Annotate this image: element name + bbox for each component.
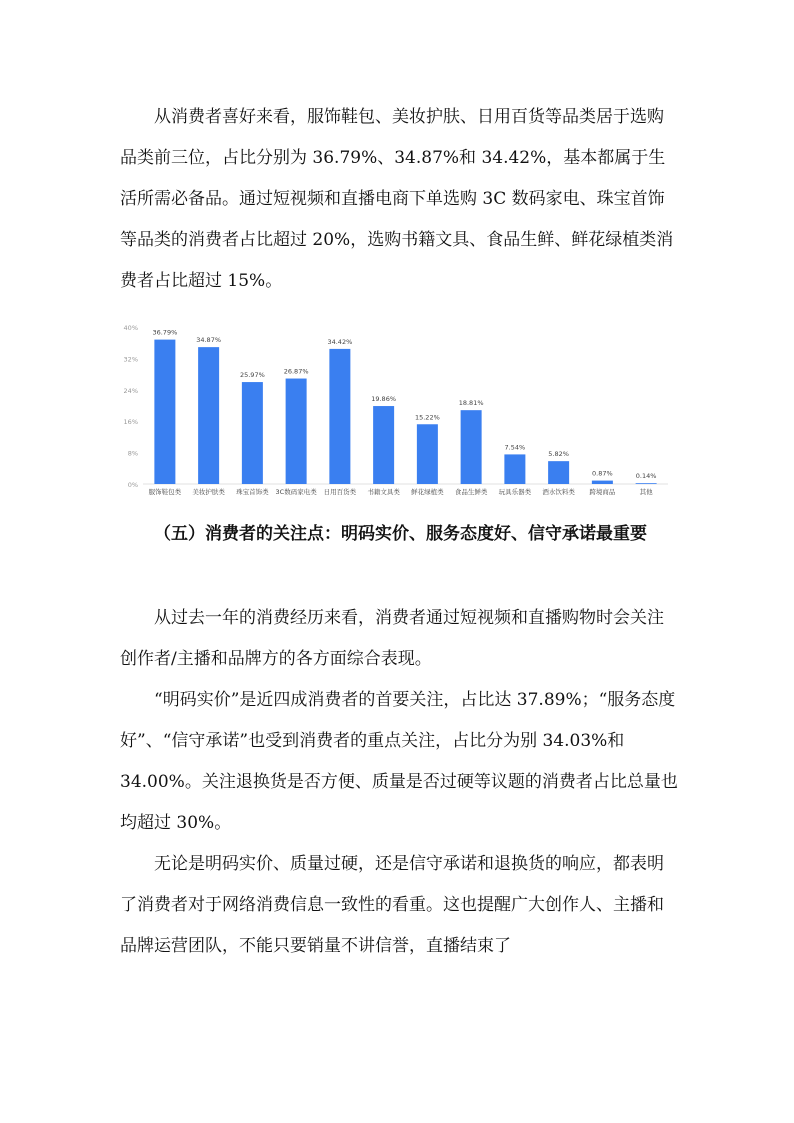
bar-value-label: 34.87% — [196, 336, 222, 345]
bar — [154, 340, 175, 484]
section-heading-text: （五）消费者的关注点：明码实价、服务态度好、信守承诺最重要 — [154, 524, 647, 544]
bar — [286, 379, 307, 484]
paragraph-consumer-preferences: 从消费者喜好来看，服饰鞋包、美妆护肤、日用百货等品类居于选购品类前三位，占比分别为 36.79%、34.87%和 34.42%，基本都属于生活所需必备品。通过短视频和直播电商下单选购 3C 数码家电、珠宝首饰等品类的消费者占比超过 20%，选购书籍文具、食品生鲜、鲜花绿植类消费者占比超过 15%。 — [120, 107, 674, 291]
paragraph-pricing-concern: “明码实价”是近四成消费者的首要关注，占比达 37.89%；“服务态度好”、“信守承诺”也受到消费者的重点关注，占比分为别 34.03%和 34.00%。关注退换货是否方便、质量是否过硬等议题的消费者占比总量也均超过 30%。 — [120, 690, 678, 833]
x-tick-label: 美妆护肤类 — [192, 488, 225, 496]
bar-value-label: 19.86% — [371, 395, 397, 404]
bar-value-label: 36.79% — [152, 328, 178, 337]
x-tick-label: 其他 — [639, 488, 653, 496]
bar-value-label: 0.87% — [592, 469, 613, 478]
x-tick-label: 日用百货类 — [323, 488, 357, 496]
x-tick-label: 食品生鲜类 — [454, 488, 488, 496]
y-tick-label: 8% — [127, 449, 138, 458]
y-tick-label: 40% — [123, 324, 138, 332]
bar-value-label: 5.82% — [548, 450, 569, 459]
x-tick-label: 珠宝首饰类 — [236, 488, 269, 496]
bar-value-label: 15.22% — [414, 413, 440, 422]
paragraph-purchase-experience: 从过去一年的消费经历来看，消费者通过短视频和直播购物时会关注创作者/主播和品牌方的各方面综合表现。 — [120, 608, 664, 669]
bar — [329, 349, 350, 484]
bar — [417, 424, 438, 484]
x-tick-label: 酒水饮料类 — [542, 488, 575, 496]
bar — [636, 483, 657, 484]
bar — [504, 454, 525, 484]
bar — [373, 406, 394, 484]
bar-value-label: 26.87% — [283, 367, 309, 376]
bar — [461, 410, 482, 484]
bar-value-label: 18.81% — [458, 399, 484, 408]
bar-value-label: 25.97% — [239, 371, 265, 380]
x-tick-label: 玩具乐器类 — [498, 488, 532, 496]
y-tick-label: 16% — [123, 418, 138, 427]
x-tick-label: 鲜花绿植类 — [411, 488, 444, 496]
x-tick-label: 服饰鞋包类 — [148, 488, 182, 496]
x-tick-label: 书籍文具类 — [367, 488, 400, 496]
bar-value-label: 0.14% — [635, 472, 657, 481]
bar — [548, 461, 569, 484]
x-tick-label: 跨境商品 — [589, 488, 616, 496]
paragraph-consistency: 无论是明码实价、质量过硬，还是信守承诺和退换货的响应，都表明了消费者对于网络消费信息一致性的看重。这也提醒广大创作人、主播和品牌运营团队，不能只要销量不讲信誉，直播结束了 — [120, 854, 664, 956]
x-tick-label: 3C数码家电类 — [275, 488, 317, 496]
bar-value-label: 7.54% — [504, 443, 526, 452]
y-tick-label: 0% — [127, 481, 138, 489]
bar — [198, 347, 219, 484]
section-heading — [120, 514, 680, 555]
y-tick-label: 24% — [123, 386, 138, 395]
bar — [242, 382, 263, 484]
bar — [592, 481, 613, 484]
y-tick-label: 32% — [123, 355, 138, 364]
category-bar-chart — [118, 318, 674, 500]
bar-value-label: 34.42% — [327, 337, 353, 346]
